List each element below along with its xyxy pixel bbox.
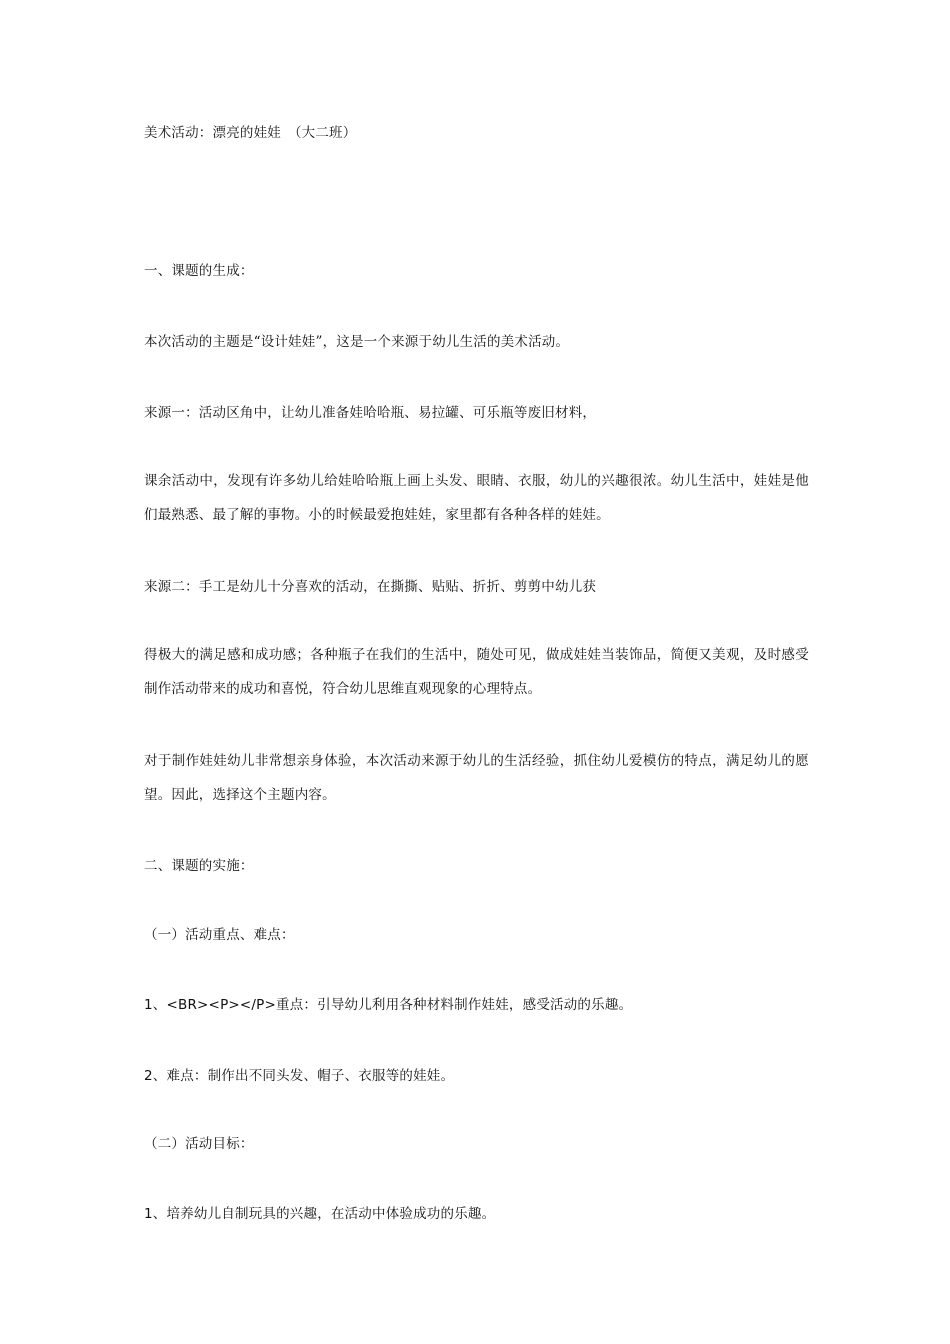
document-title: 美术活动：漂亮的娃娃 （大二班） [144, 125, 357, 141]
list-item-goal-one [144, 1197, 809, 1231]
paragraph-source-two: 来源二：手工是幼儿十分喜欢的活动，在撕撕、贴贴、折折、剪剪中幼儿获 [144, 579, 597, 595]
key-point-text: 重点：引导幼儿利用各种材料制作娃娃，感受活动的乐趣。 [276, 997, 633, 1013]
paragraph-interest: 课余活动中，发现有许多幼儿给娃哈哈瓶上画上头发、眼睛、衣服，幼儿的兴趣很浓。幼儿生活中，娃娃是他们最熟悉、最了解的事物。小的时候最爱抱娃娃，家里都有各种各样的娃娃。 [144, 473, 809, 523]
section-heading-generation: 一、课题的生成： [144, 263, 254, 279]
goal-one-text: 、培养幼儿自制玩具的兴趣，在活动中体验成功的乐趣。 [152, 1206, 496, 1222]
paragraph-source-one: 来源一：活动区角中，让幼儿准备娃哈哈瓶、易拉罐、可乐瓶等废旧材料， [144, 405, 597, 421]
section-heading-implementation: 二、课题的实施： [144, 858, 254, 874]
list-item-difficult-point [144, 1059, 809, 1093]
subsection-heading-goals: （二）活动目标： [144, 1136, 254, 1152]
goal-one-number: 1 [144, 1206, 153, 1222]
paragraph-theme: 本次活动的主题是“设计娃娃”，这是一个来源于幼儿生活的美术活动。 [144, 334, 570, 350]
paragraph-satisfaction: 得极大的满足感和成功感；各种瓶子在我们的生活中，随处可见，做成娃娃当装饰品，简便又美观，及时感受制作活动带来的成功和喜悦，符合幼儿思维直观现象的心理特点。 [144, 647, 809, 697]
key-point-prefix: 1、<BR><P></P> [144, 997, 277, 1013]
subsection-heading-key-points: （一）活动重点、难点： [144, 927, 295, 943]
difficult-point-number: 2 [144, 1068, 153, 1084]
difficult-point-text: 、难点：制作出不同头发、帽子、衣服等的娃娃。 [152, 1068, 455, 1084]
paragraph-experience: 对于制作娃娃幼儿非常想亲身体验，本次活动来源于幼儿的生活经验，抓住幼儿爱模仿的特点，满足幼儿的愿望。因此，选择这个主题内容。 [144, 753, 809, 803]
list-item-key-point [144, 988, 809, 1022]
